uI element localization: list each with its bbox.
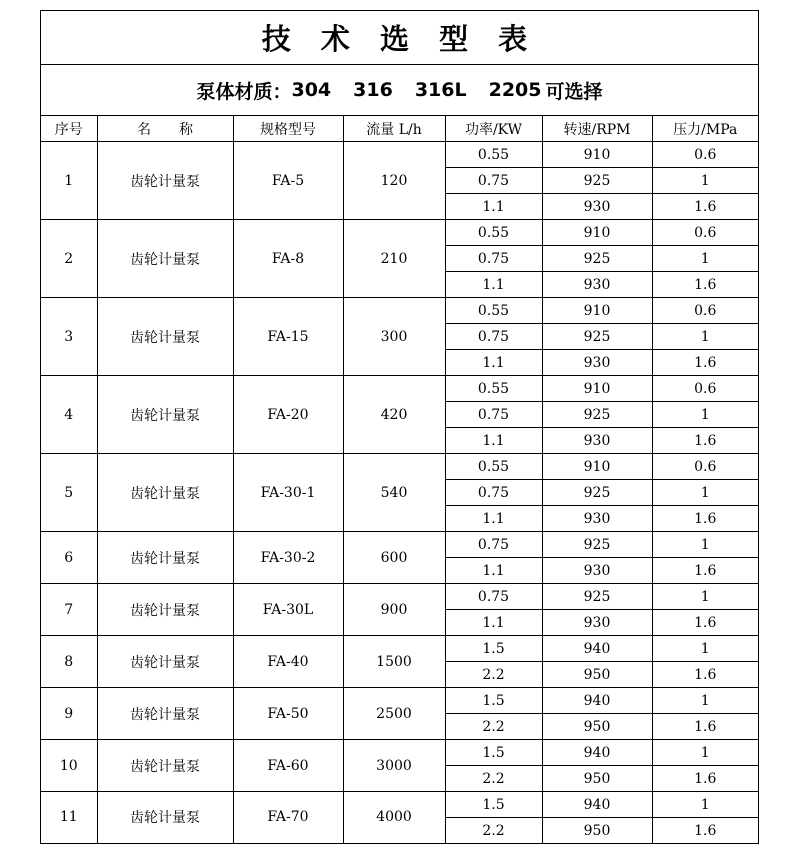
flow-rate: 210: [343, 220, 445, 298]
product-name: 齿轮计量泵: [97, 220, 233, 298]
pressure-value: 1: [652, 636, 758, 662]
flow-rate: 2500: [343, 688, 445, 740]
power-value: 2.2: [445, 714, 542, 740]
speed-value: 950: [542, 766, 652, 792]
flow-rate: 1500: [343, 636, 445, 688]
power-value: 1.5: [445, 792, 542, 818]
speed-value: 930: [542, 428, 652, 454]
table-row: [41, 792, 758, 818]
table-row: [41, 376, 758, 402]
pressure-value: 1.6: [652, 818, 758, 844]
power-value: 0.75: [445, 480, 542, 506]
speed-value: 950: [542, 714, 652, 740]
power-value: 1.1: [445, 350, 542, 376]
flow-rate: 120: [343, 142, 445, 220]
pressure-value: 1.6: [652, 272, 758, 298]
flow-rate: 300: [343, 298, 445, 376]
pressure-value: 0.6: [652, 220, 758, 246]
power-value: 1.1: [445, 194, 542, 220]
row-number: 2: [41, 220, 97, 298]
model-number: FA-30-1: [233, 454, 343, 532]
table-row: [41, 298, 758, 324]
pressure-value: 1: [652, 532, 758, 558]
pressure-value: 0.6: [652, 298, 758, 324]
power-value: 2.2: [445, 818, 542, 844]
material-line: [41, 65, 758, 116]
material-label: 泵体材质：: [196, 80, 292, 103]
pressure-value: 1.6: [652, 506, 758, 532]
speed-value: 930: [542, 350, 652, 376]
speed-value: 910: [542, 220, 652, 246]
model-number: FA-15: [233, 298, 343, 376]
table-row: [41, 740, 758, 766]
speed-value: 950: [542, 818, 652, 844]
pressure-value: 1: [652, 168, 758, 194]
speed-value: 925: [542, 324, 652, 350]
row-number: 1: [41, 142, 97, 220]
power-value: 0.75: [445, 584, 542, 610]
speed-value: 930: [542, 558, 652, 584]
product-name: 齿轮计量泵: [97, 142, 233, 220]
power-value: 0.75: [445, 168, 542, 194]
power-value: 0.55: [445, 142, 542, 168]
pressure-value: 1.6: [652, 194, 758, 220]
row-number: 3: [41, 298, 97, 376]
speed-value: 940: [542, 792, 652, 818]
flow-rate: 900: [343, 584, 445, 636]
table-row: [41, 636, 758, 662]
pressure-value: 1.6: [652, 350, 758, 376]
model-number: FA-20: [233, 376, 343, 454]
pressure-value: 1.6: [652, 428, 758, 454]
model-number: FA-30L: [233, 584, 343, 636]
speed-value: 940: [542, 688, 652, 714]
table-row: [41, 220, 758, 246]
pressure-value: 0.6: [652, 142, 758, 168]
speed-value: 930: [542, 272, 652, 298]
power-value: 1.1: [445, 506, 542, 532]
speed-value: 940: [542, 636, 652, 662]
product-name: 齿轮计量泵: [97, 298, 233, 376]
power-value: 1.1: [445, 610, 542, 636]
speed-value: 925: [542, 246, 652, 272]
product-name: 齿轮计量泵: [97, 584, 233, 636]
pressure-value: 1.6: [652, 714, 758, 740]
speed-value: 925: [542, 480, 652, 506]
pressure-value: 1: [652, 792, 758, 818]
model-number: FA-8: [233, 220, 343, 298]
flow-rate: 600: [343, 532, 445, 584]
row-number: 11: [41, 792, 97, 844]
pressure-value: 0.6: [652, 454, 758, 480]
speed-value: 950: [542, 662, 652, 688]
power-value: 1.5: [445, 636, 542, 662]
pressure-value: 1: [652, 324, 758, 350]
flow-rate: 4000: [343, 792, 445, 844]
header-flow: 流量 L/h: [343, 116, 445, 142]
table-row: [41, 532, 758, 558]
header-speed: 转速/RPM: [542, 116, 652, 142]
speed-value: 910: [542, 376, 652, 402]
speed-value: 930: [542, 610, 652, 636]
speed-value: 910: [542, 298, 652, 324]
flow-rate: 540: [343, 454, 445, 532]
speed-value: 925: [542, 168, 652, 194]
model-number: FA-30-2: [233, 532, 343, 584]
row-number: 9: [41, 688, 97, 740]
row-number: 6: [41, 532, 97, 584]
pressure-value: 1.6: [652, 662, 758, 688]
document-title: 技 术 选 型 表: [41, 11, 758, 65]
selection-sheet: [40, 10, 759, 844]
speed-value: 940: [542, 740, 652, 766]
speed-value: 910: [542, 454, 652, 480]
material-option: 304: [291, 79, 332, 101]
power-value: 0.55: [445, 376, 542, 402]
power-value: 1.1: [445, 558, 542, 584]
table-row: [41, 584, 758, 610]
table-row: [41, 142, 758, 168]
product-name: 齿轮计量泵: [97, 532, 233, 584]
pressure-value: 1: [652, 688, 758, 714]
header-name: 名 称: [97, 116, 233, 142]
pressure-value: 1: [652, 402, 758, 428]
row-number: 10: [41, 740, 97, 792]
material-suffix: 可选择: [545, 80, 603, 103]
model-number: FA-50: [233, 688, 343, 740]
product-name: 齿轮计量泵: [97, 454, 233, 532]
power-value: 2.2: [445, 662, 542, 688]
pressure-value: 1.6: [652, 558, 758, 584]
pressure-value: 0.6: [652, 376, 758, 402]
row-number: 7: [41, 584, 97, 636]
header-no: 序号: [41, 116, 97, 142]
spec-table: [41, 116, 758, 844]
speed-value: 925: [542, 402, 652, 428]
model-number: FA-5: [233, 142, 343, 220]
table-row: [41, 454, 758, 480]
pressure-value: 1.6: [652, 766, 758, 792]
table-row: [41, 688, 758, 714]
model-number: FA-60: [233, 740, 343, 792]
material-option: 316: [353, 79, 393, 101]
header-power: 功率/KW: [445, 116, 542, 142]
power-value: 0.75: [445, 246, 542, 272]
speed-value: 910: [542, 142, 652, 168]
speed-value: 930: [542, 506, 652, 532]
pressure-value: 1: [652, 246, 758, 272]
row-number: 8: [41, 636, 97, 688]
speed-value: 925: [542, 532, 652, 558]
product-name: 齿轮计量泵: [97, 740, 233, 792]
row-number: 4: [41, 376, 97, 454]
product-name: 齿轮计量泵: [97, 376, 233, 454]
speed-value: 930: [542, 194, 652, 220]
pressure-value: 1: [652, 740, 758, 766]
product-name: 齿轮计量泵: [97, 792, 233, 844]
row-number: 5: [41, 454, 97, 532]
material-option: 2205: [488, 79, 542, 101]
header-pressure: 压力/MPa: [652, 116, 758, 142]
flow-rate: 3000: [343, 740, 445, 792]
header-row: [41, 116, 758, 142]
header-model: 规格型号: [233, 116, 343, 142]
power-value: 0.75: [445, 532, 542, 558]
speed-value: 925: [542, 584, 652, 610]
power-value: 0.75: [445, 402, 542, 428]
power-value: 1.5: [445, 688, 542, 714]
power-value: 1.1: [445, 272, 542, 298]
pressure-value: 1: [652, 584, 758, 610]
model-number: FA-70: [233, 792, 343, 844]
power-value: 0.55: [445, 220, 542, 246]
material-option: 316L: [414, 79, 467, 101]
model-number: FA-40: [233, 636, 343, 688]
power-value: 0.55: [445, 298, 542, 324]
power-value: 1.1: [445, 428, 542, 454]
pressure-value: 1.6: [652, 610, 758, 636]
power-value: 0.55: [445, 454, 542, 480]
power-value: 1.5: [445, 740, 542, 766]
product-name: 齿轮计量泵: [97, 636, 233, 688]
pressure-value: 1: [652, 480, 758, 506]
power-value: 2.2: [445, 766, 542, 792]
power-value: 0.75: [445, 324, 542, 350]
product-name: 齿轮计量泵: [97, 688, 233, 740]
flow-rate: 420: [343, 376, 445, 454]
